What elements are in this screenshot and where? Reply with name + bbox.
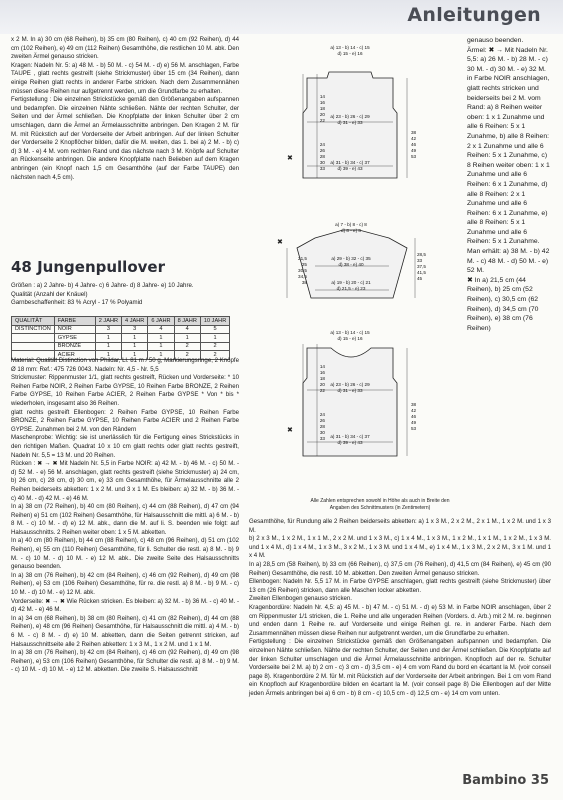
front-right-value: 49 (411, 420, 417, 425)
back-top-label: d) 15 - e) 16 (337, 51, 363, 56)
sleeve-right-value: 41,5 (417, 270, 426, 275)
paragraph: Strickmuster: Rippenmuster 1/1, glatt rechts gestreift, Rücken und Vorderseite: * 10 Reihen Farbe NOIR, 2 Reihen Farbe GYPSE, 10 Reihen Farbe BRONZE, 2 Reihen Farbe GYPSE, 10 Reihen Farbe ACIER, 2 Reihen Farbe GYPSE * Von * bis * wiederholen, insgesamt also 36 Reihen. (11, 374, 239, 407)
table-header: 4 JAHR (122, 317, 148, 326)
back-left-value: 26 (319, 148, 325, 153)
sleeve-bot-label: a) 19 - b) 20 - c) 21 (331, 280, 371, 285)
quality-line: Qualität (Anzahl der Knäuel) (11, 290, 88, 298)
paragraph: In a) 34 cm (68 Reihen), b) 38 cm (80 Reihen), c) 41 cm (82 Reihen), d) 44 cm (88 Reihen), e) 48 cm (96 Reihen) Gesamthöhe, für Halsausschnitt die mittl. a) 4 M. - b) 6 M. - c) 8 M. - d) e) 10 M. abketten, dann die Seiten getrennt stricken, auf Halsausschnittseite alle 2 Reihen abketten: 1 x 3 M., 1 x 2 M. und 1 x 1 M. (11, 614, 239, 648)
front-top-label: a) 13 - b) 14 - c) 15 (330, 330, 370, 335)
front-top-label: d) 15 - e) 16 (337, 336, 363, 341)
table-row (12, 325, 230, 334)
paragraph: Fertigstellung : Die einzelnen Strickstücke gemäß den Größenangaben aufspannen und bedampfen. Die einzelnen Nähte schließen. Nähte der rechten Schulter, der Seiten und der Ärmel schließen. Die Knopfplatte auf der linken Schulter umschlagen und die Ärmel Ärmelausschnitte anbringen. Knopfloch auf der re. Schulter Vorderseite bei 2 M. a) b) 2 cm - c) 3 cm - d) 3,5 cm - e) 4 cm vom Rand du bord en écartant la M. (voir conseil page 8). Kragenbordüre 2 M. für M. mit Rückstich auf der Vorderseite der Arbeit anbringen. Bei 1 cm vom Rand ein Knopfloch auf Kragenbordüre bilden en écartant la M. (voir conseil page 8) Die Ellenbogen auf der Mitte jeden Ärmels anbringen bei a) 6 cm - b) 8 cm - c) 10,5 cm - d) 12,5 cm - e) 14 cm vom unten. (249, 638, 551, 697)
table-cell: 3 (122, 325, 148, 334)
front-left-value: 18 (319, 376, 325, 381)
text-top-left (11, 36, 239, 182)
table-cell: 5 (200, 325, 229, 334)
paragraph: genauso beenden. (467, 37, 524, 44)
table-cell: 1 (122, 342, 148, 351)
table-cell: 4 (148, 325, 174, 334)
sleeve-right-value: 45 (417, 276, 423, 281)
paragraph: Ellenbogen: Nadeln Nr. 5,5 17 M. in Farbe GYPSE anschlagen, glatt rechts gestreift (siehe Strickmuster) über 13 cm (26 Reihen) stricken, dann alle Maschen locker abketten. (249, 578, 551, 594)
table-cell: 2 (174, 342, 200, 351)
sleeve-left-value: 30,5 (298, 268, 307, 273)
diagram-note: Alle Zahlen entsprechen sowohl in Höhe als auch in Breite den Angaben des Schnittmusters (in Zentimetern) (310, 498, 450, 511)
paragraph: Kragen: Nadeln Nr. 5: a) 48 M. - b) 50 M. - c) 54 M. - d) e) 56 M. anschlagen, Farbe TAUPE , glatt rechts gestreift (siehe Strickmuster) über 15 cm (34 Reihen), dann einige Reihen glatt rechts in anderer Farbe stricken. Nach dem Zusammennähen müssen diese Reihen nur aufgetrennt werden, um die Grundfarbe zu erhalten. (11, 61, 239, 95)
paragraph: Fertigstellung : Die einzelnen Strickstücke gemäß den Größenangaben aufspannen und bedampfen. Die einzelnen Nähte schließen. Nähte der rechten Schulter, der Seiten und der Ärmel schließen. Die Knopfplatte der linken Schulter über 2 cm umschlagen, dann die Ärmel an Ärmelausschnitte anbringen. Den Kragen 2 M. für M. mit Rückstich auf der Vorderseite der Arbeit anbringen. Auf der linken Schulter der Vorderseite 2 Knopflöcher bilden, dafür die M. weiten, das 1. bei a) 2 M. - b) c) d) 3 M. - e) 4 M. vom rechten Rand und das nächste nach 3 M. Knöpfe auf Schulter an Rückenseite anbringen. Die andere Knopfplatte nach Belieben auf dem Kragen anbringen (ein Knopf nach 1,5 cm Gesamthöhe (auf der Farbe TAUPE) den nächsten nach 4,5 cm). (11, 96, 239, 181)
text-bottom-right (249, 518, 551, 698)
table-cell: 1 (148, 342, 174, 351)
front-left-value: 22 (319, 388, 325, 393)
table-header: FARBE (54, 317, 95, 326)
sleeve-left-value: 21,5 (298, 256, 307, 261)
paragraph: Man erhält: a) 38 M. - b) 42 M. - c) 48 M. - d) 50 M. - e) 52 M. (467, 248, 550, 275)
sleeve-right-value: 37,5 (417, 264, 426, 269)
back-left-value: 30 (319, 160, 325, 165)
back-left-value: 16 (319, 100, 325, 105)
sleeve-right-value: 28,5 (417, 252, 426, 257)
table-cell: 1 (122, 351, 148, 360)
yarn-table (11, 316, 230, 360)
table-row (12, 342, 230, 351)
table-cell: 4 (174, 325, 200, 334)
table-cell: 3 (95, 325, 121, 334)
table-cell (12, 334, 55, 343)
table-cell: DISTINCTION (12, 325, 55, 334)
sleeve-bot-label: d) 21,5 - e) 23 (336, 286, 366, 291)
paragraph: Gesamthöhe, für Rundung alle 2 Reihen beiderseits abketten: a) 1 x 3 M., 2 x 2 M., 2 x 1 M., 1 x 2 M. und 1 x 3 M. (249, 518, 551, 534)
table-cell: 2 (200, 342, 229, 351)
front-right-value: 46 (411, 414, 417, 419)
front-left-value: 28 (319, 424, 325, 429)
table-row (12, 334, 230, 343)
sleeve-left-value: 34,5 (298, 274, 307, 279)
table-cell: ACIER (54, 351, 95, 360)
paragraph: glatt rechts gestreift Ellenbogen: 2 Reihen Farbe GYPSE, 10 Reihen Farbe BRONZE, 2 Reihen Farbe GYPSE, 10 Reihen Farbe ACIER und 2 Reihen Farbe GYPSE. Zunahmen bei 2 M. von den Rändern (11, 408, 239, 433)
table-cell: 1 (174, 334, 200, 343)
paragraph: Rücken : ✖ → ✖ Mit Nadeln Nr. 5,5 in Farbe NOIR: a) 42 M. - b) 46 M. - c) 50 M. - d) 52 M. - e) 56 M. anschlagen, glatt rechts gestreift (siehe Strickmuster) a) 24 cm, b) 26 cm, c) 28 cm, d) 30 cm, e) 33 cm Gesamthöhe, für Ärmelausschnitte alle 2 Reihen beiderseits abketten: 1 x 2 M. und 3 x 1 M. Es bleiben: a) 32 M. - b) 36 M. - c) 40 M. - d) 42 M. - e) 46 M. (11, 460, 239, 502)
paragraph: In a) 40 cm (80 Reihen), b) 44 cm (88 Reihen), c) 48 cm (96 Reihen), d) 51 cm (102 Reihen), e) 55 cm (110 Reihen) Gesamthöhe, für li. Schulter die restl. a) 8 M. - b) 9 M. - c) 10 M. - d) 10 M. - e) 12 M. abk.. Die zweite Seite des Halsausschnitts genauso beenden. (11, 537, 239, 571)
front-left-value: 24 (319, 412, 325, 417)
article-title: 48 Jungenpullover (11, 258, 165, 276)
table-cell: 2 (200, 351, 229, 360)
table-cell: 1 (95, 351, 121, 360)
table-cell: 2 (174, 351, 200, 360)
sleeve-mid-label: a) 29 - b) 32 - c) 35 (331, 256, 371, 261)
table-cell: GYPSE (54, 334, 95, 343)
header-bar (0, 0, 563, 34)
table-cell: 1 (148, 334, 174, 343)
front-left-value: 16 (319, 370, 325, 375)
table-cell: 1 (95, 334, 121, 343)
back-right-value: 38 (411, 130, 417, 135)
front-mid-label: a) 23 - b) 26 - c) 29 (330, 382, 370, 387)
paragraph: b) 2 x 3 M., 1 x 2 M., 1 x 1 M., 2 x 2 M. und 1 x 3 M., c) 1 x 4 M., 1 x 3 M., 1 x 2 M., 1 x 1 M., 1 x 2 M., 1 x 3 M. und 1 x 4 M., d) 1 x 4 M., 1 x 3 M., 3 x 2 M., 1 x 3 M. und 1 x 4 M., e) 1 x 4 M., 1 x 3 M., 2 x 2 M., 3 x 1 M. und 1 x 4 M. (249, 535, 551, 560)
cross-icon: ✖ (277, 239, 283, 246)
paragraph: In a) 38 cm (72 Reihen), b) 40 cm (80 Reihen), c) 44 cm (88 Reihen), d) 47 cm (94 Reihen) e) 51 cm (102 Reihen) Gesamthöhe, für Halsausschnitt die mittl. a) 6 M. - b) 8 M. - c) 10 M. - d) e) 12 M. abk., dann die M. auf li. S. beenden wie folgt: auf Halsausschnitts. 2 Reihen weiter oben: 1 x 5 M. abketten. (11, 503, 239, 536)
back-bot-label: a) 31 - b) 34 - c) 37 (330, 160, 370, 165)
front-bot-label: a) 31 - b) 34 - c) 37 (330, 434, 370, 439)
paragraph: Kragenbordüre: Nadeln Nr. 4,5: a) 45 M. - b) 47 M. - c) 51 M. - d) e) 53 M. in Farbe NOIR anschlagen, über 2 cm Rippenmuster 1/1 stricken, die 1. Reihe und alle ungeraden Reihen (Vorders. d. Arb.) mit 2 M. re. beginnen und enden dann 1 Reihe re. auf Vorderseite und einige Reihen gl. re. in anderer Farbe. Nach dem Zusammennähen müssen diese Reihen nur aufgetrennt werden, um die Grundfarbe zu erhalten. (249, 603, 551, 637)
cross-icon: ✖ (287, 427, 293, 434)
table-header: 8 JAHR (174, 317, 200, 326)
sleeve-right-value: 33 (417, 258, 423, 263)
table-cell: BRONZE (54, 342, 95, 351)
marker-cross-icons (277, 155, 293, 434)
sleeve-left-value: 38 (301, 280, 307, 285)
paragraph: Material: Qualität Distinction von Phildar, Ll. 81 m / 50 g, Markierungsringe, 2 Knöpfe Ø 18 mm: Ref.: 475 726 0043. Nadeln: Nr. 4,5 - Nr. 5,5 (11, 357, 239, 373)
back-left-value: 18 (319, 106, 325, 111)
front-left-value: 20 (319, 382, 325, 387)
back-left-value: 24 (319, 142, 325, 147)
back-right-value: 49 (411, 148, 417, 153)
paragraph: Zweiten Ellenbogen genauso stricken. (249, 595, 352, 603)
table-cell: 1 (95, 342, 121, 351)
pattern-diagrams (247, 38, 455, 518)
table-header: 10 JAHR (200, 317, 229, 326)
back-left-value: 14 (319, 94, 325, 99)
paragraph: Vorderseite: ✖ → ✖ Wie Rücken stricken. Es bleiben: a) 32 M. - b) 36 M. - c) 40 M. - d) 42 M. - e) 46 M. (11, 597, 239, 614)
table-cell: 1 (200, 334, 229, 343)
paragraph: ✖ In a) 21,5 cm (44 Reihen), b) 25 cm (52 Reihen), c) 30,5 cm (62 Reihen), d) 34,5 cm (70 Reihen), e) 38 cm (76 Reihen) (467, 276, 539, 332)
table-header-row (12, 317, 230, 326)
back-mid-label: a) 23 - b) 26 - c) 29 (330, 114, 370, 119)
back-right-value: 53 (411, 154, 417, 159)
front-left-value: 30 (319, 430, 325, 435)
back-left-value: 28 (319, 154, 325, 159)
page-number: 35 (530, 773, 549, 788)
back-top-label: a) 13 - b) 14 - c) 15 (330, 45, 370, 50)
front-right-value: 38 (411, 402, 417, 407)
yarn-line: Garnbeschaffenheit: 83 % Acryl - 17 % Polyamid (11, 299, 143, 307)
text-right-column (467, 36, 551, 333)
cross-icon: ✖ (287, 155, 293, 162)
front-left-value: 33 (319, 436, 325, 441)
table-cell: 1 (148, 351, 174, 360)
sleeve-top-label: d) 8 - e) 8 (341, 228, 361, 233)
table-cell: 1 (122, 334, 148, 343)
table-cell: NOIR (54, 325, 95, 334)
text-intro (11, 282, 239, 308)
front-right-value: 42 (411, 408, 417, 413)
front-left-value: 14 (319, 364, 325, 369)
table-header: 2 JAHR (95, 317, 121, 326)
back-right-value: 46 (411, 142, 417, 147)
back-left-value: 20 (319, 112, 325, 117)
table-header: 6 JAHR (148, 317, 174, 326)
paragraph: In a) 38 cm (76 Reihen), b) 42 cm (84 Reihen), c) 46 cm (92 Reihen), d) 49 cm (98 Reihen), e) 53 cm (106 Reihen) Gesamthöhe, für re. die restl. a) 8 M. - b) 9 M. - c) 10 M. - d) 10 M. - e) 12 M. abk. (11, 571, 239, 597)
sleeve-left-value: 25 (301, 262, 307, 267)
paragraph: x 2 M. In a) 30 cm (68 Reihen), b) 35 cm (80 Reihen), c) 40 cm (92 Reihen), d) 44 cm (102 Reihen), e) 49 cm (112 Reihen) Gesamthöhe, die restlichen 10 M. abk. Den zweiten Ärmel genauso stricken. (11, 36, 239, 61)
page-footer (462, 773, 549, 788)
table-header: QUALITÄT (12, 317, 55, 326)
paragraph: In a) 38 cm (76 Reihen), b) 42 cm (84 Reihen), c) 46 cm (92 Reihen), d) 49 cm (98 Reihen), e) 53 cm (106 Reihen) Gesamthöhe, für Schulter die restl. a) 8 M. - b) 9 M. - c) 10 M. - d) 10 M. - e) 12 M. abketten. Die zweite S. Halsausschnitt (11, 649, 239, 674)
back-bot-label: d) 39 - e) 43 (337, 166, 363, 171)
section-title: Anleitungen (407, 4, 541, 26)
paragraph: In a) 28,5 cm (58 Reihen), b) 33 cm (66 Reihen), c) 37,5 cm (76 Reihen), d) 41,5 cm (84 Reihen), e) 45 cm (90 Reihen) Gesamthöhe, die restl. 10 M. abketten. Den zweiten Ärmel genauso stricken. (249, 560, 551, 577)
back-left-value: 33 (319, 166, 325, 171)
back-mid-label: d) 31 - e) 33 (337, 120, 363, 125)
text-bottom-left (11, 357, 239, 675)
front-right-value: 53 (411, 426, 417, 431)
front-bot-label: d) 39 - e) 43 (337, 440, 363, 445)
paragraph: Maschenprobe: Wichtig: sie ist unerlässlich für die Fertigung eines Strickstücks in den richtigen Maßen. Quadrat 10 x 10 cm glatt rechts oder glatt rechts gestreift, Nadeln Nr. 5,5 = 13 M. und 20 Reihen. (11, 434, 239, 459)
front-left-value: 26 (319, 418, 325, 423)
magazine-name: Bambino (462, 773, 527, 788)
paragraph: Ärmel: ✖ → Mit Nadeln Nr. 5,5: a) 26 M. - b) 28 M. - c) 30 M. - d) 30 M. - e) 32 M. in Farbe NOIR anschlagen, glatt rechts stricken und beiderseits bei 2 M. vom Rand: a) 8 Reihen weiter oben: 1 x 1 Zunahme und alle 6 Reihen: 5 x 1 Zunahme, b) alle 8 Reihen: 2 x 1 Zunahme und alle 6 Reihen: 5 x 1 Zunahme, c) 8 Reihen weiter oben: 1 x 1 Zunahme und alle 6 Reihen: 6 x 1 Zunahme, d) alle 8 Reihen: 2 x 1 Zunahme und alle 6 Reihen: 6 x 1 Zunahme, e) alle 8 Reihen: 5 x 1 Zunahme und alle 6 Reihen: 5 x 1 Zunahme. (467, 46, 550, 246)
table-cell (12, 342, 55, 351)
sleeve-mid-label: d) 38 - e) 40 (338, 262, 364, 267)
front-mid-label: d) 31 - e) 33 (337, 388, 363, 393)
sleeve-top-label: a) 7 - b) 8 - c) 8 (335, 222, 367, 227)
sizes-line: Größen : a) 2 Jahre- b) 4 Jahre- c) 6 Jahre- d) 8 Jahre- e) 10 Jahre. (11, 282, 194, 289)
back-right-value: 42 (411, 136, 417, 141)
back-left-value: 22 (319, 118, 325, 123)
